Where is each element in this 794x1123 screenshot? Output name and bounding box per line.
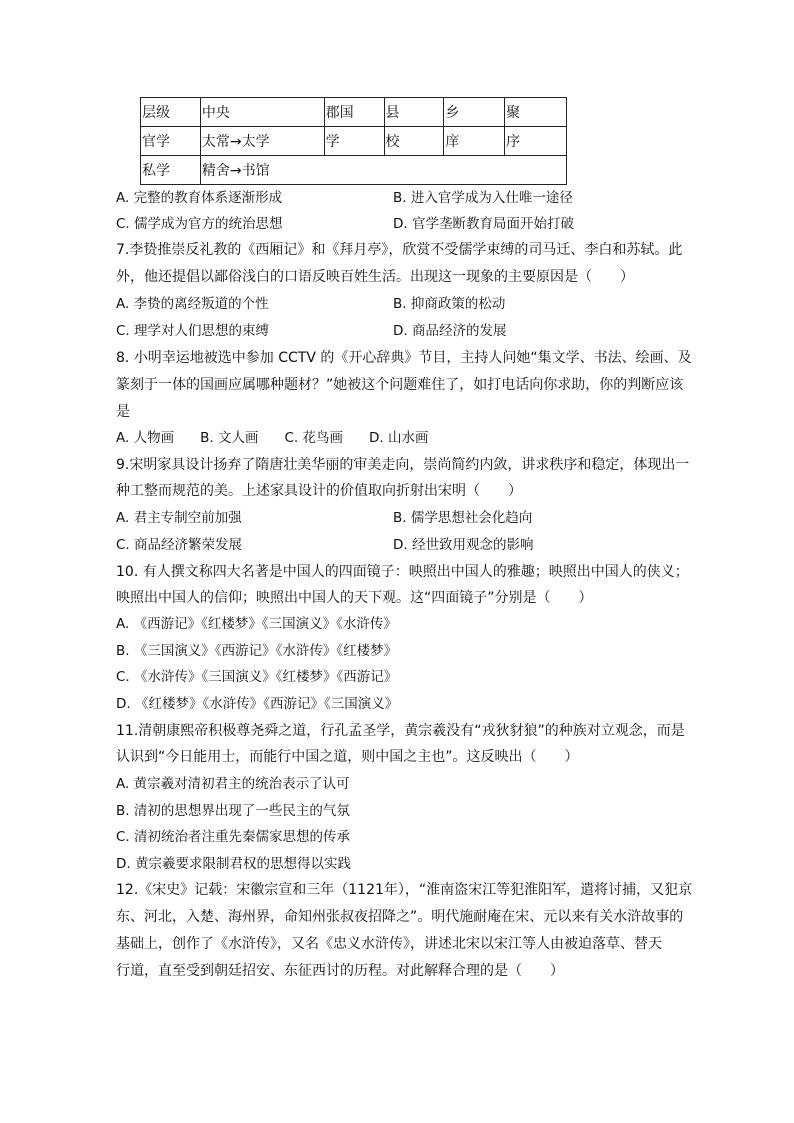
q12-stem-line: 东、河北，入楚、海州界，命知州张叔夜招降之”。明代施耐庵在宋、元以来有关水浒故事的	[116, 909, 684, 925]
q6-option-d: D. 官学垄断教育局面开始打破	[393, 216, 574, 232]
table-cell: 层级	[141, 98, 201, 127]
q8-options	[116, 428, 428, 448]
table-row	[141, 98, 567, 127]
table-cell: 校	[384, 127, 444, 156]
q6-option-a: A. 完整的教育体系逐渐形成	[116, 190, 283, 206]
q8-stem-line: 篆刻于一体的国画应属哪种题材？”她被这个问题难住了，如打电话向你求助，你的判断应该	[116, 377, 684, 393]
table-cell: 县	[384, 98, 444, 127]
table-cell: 乡	[444, 98, 505, 127]
q8-option-a: A. 人物画	[116, 430, 175, 446]
table-cell: 郡国	[324, 98, 384, 127]
q10-stem-line: 映照出中国人的信仰；映照出中国人的天下观。这“四面镜子”分别是（ ）	[116, 590, 593, 606]
table-cell: 学	[324, 127, 384, 156]
q7-stem-line: 外，他还提倡以鄙俗浅白的口语反映百姓生活。出现这一现象的主要原因是（ ）	[116, 269, 634, 285]
q6-option-b: B. 进入官学成为入仕唯一途径	[393, 190, 573, 206]
table-row	[141, 156, 567, 185]
q8-stem-line: 是	[116, 404, 130, 420]
q12-stem-line: 行道，直至受到朝廷招安、东征西讨的历程。对此解释合理的是（ ）	[116, 963, 564, 979]
q11-stem-line: 认识到“今日能用士，而能行中国之道，则中国之主也”。这反映出（ ）	[116, 749, 579, 765]
q9-option-c: C. 商品经济繁荣发展	[116, 537, 243, 553]
q11-stem-line: 11.清朝康熙帝积极尊尧舜之道，行孔孟圣学，黄宗羲没有“戎狄豺狼”的种族对立观念，而是	[116, 723, 685, 739]
q10-option-c: C. 《水浒传》《三国演义》《红楼梦》《西游记》	[116, 669, 398, 685]
table-cell: 私学	[141, 156, 201, 185]
q9-option-b: B. 儒学思想社会化趋向	[393, 510, 533, 526]
q7-option-d: D. 商品经济的发展	[393, 323, 507, 339]
table-cell: 精舍→书馆	[200, 156, 566, 185]
q10-option-b: B. 《三国演义》《西游记》《水浒传》《红楼梦》	[116, 643, 398, 659]
table-cell: 中央	[200, 98, 324, 127]
q8-option-c: C. 花鸟画	[284, 430, 343, 446]
q7-stem-line: 7.李贽推崇反礼教的《西厢记》和《拜月亭》，欣赏不受儒学束缚的司马迁、李白和苏轼。此	[116, 242, 683, 258]
q9-stem-line: 9.宋明家具设计扬弃了隋唐壮美华丽的审美走向，崇尚简约内敛，讲求秩序和稳定，体现出一	[116, 457, 690, 473]
q9-option-d: D. 经世致用观念的影响	[393, 537, 534, 553]
q12-stem-line: 12.《宋史》记载：宋徽宗宣和三年（1121年），“淮南盗宋江等犯淮阳军，遣将讨捕，又犯京	[116, 882, 693, 898]
q7-option-a: A. 李贽的离经叛道的个性	[116, 296, 269, 312]
q11-option-c: C. 清初统治者注重先秦儒家思想的传承	[116, 829, 351, 845]
q8-stem-line: 8. 小明幸运地被选中参加 CCTV 的《开心辞典》节目，主持人问她“集文学、书法、绘画、及	[116, 350, 692, 366]
q10-option-a: A. 《西游记》《红楼梦》《三国演义》《水浒传》	[116, 616, 397, 632]
q8-option-b: B. 文人画	[200, 430, 259, 446]
education-table	[140, 97, 567, 185]
q11-option-b: B. 清初的思想界出现了一些民主的气氛	[116, 803, 350, 819]
q9-stem-line: 种工整而规范的美。上述家具设计的价值取向折射出宋明（ ）	[116, 483, 522, 499]
table-cell: 聚	[505, 98, 567, 127]
q6-option-c: C. 儒学成为官方的统治思想	[116, 216, 283, 232]
q7-option-b: B. 抑商政策的松动	[393, 296, 506, 312]
q7-option-c: C. 理学对人们思想的束缚	[116, 323, 270, 339]
q9-option-a: A. 君主专制空前加强	[116, 510, 242, 526]
q11-option-a: A. 黄宗羲对清初君主的统治表示了认可	[116, 776, 350, 792]
table-cell: 序	[505, 127, 567, 156]
q12-stem-line: 基础上，创作了《水浒传》，又名《忠义水浒传》，讲述北宋以宋江等人由被迫落草、替天	[116, 936, 662, 952]
table-cell: 庠	[444, 127, 505, 156]
table-cell: 太常→太学	[200, 127, 324, 156]
table-row	[141, 127, 567, 156]
q10-stem-line: 10. 有人撰文称四大名著是中国人的四面镜子：映照出中国人的雅趣；映照出中国人的侠义；	[116, 564, 689, 580]
q8-option-d: D. 山水画	[368, 430, 429, 446]
table-cell: 官学	[141, 127, 201, 156]
q10-option-d: D. 《红楼梦》《水浒传》《西游记》《三国演义》	[116, 696, 399, 712]
q11-option-d: D. 黄宗羲要求限制君权的思想得以实践	[116, 856, 351, 872]
